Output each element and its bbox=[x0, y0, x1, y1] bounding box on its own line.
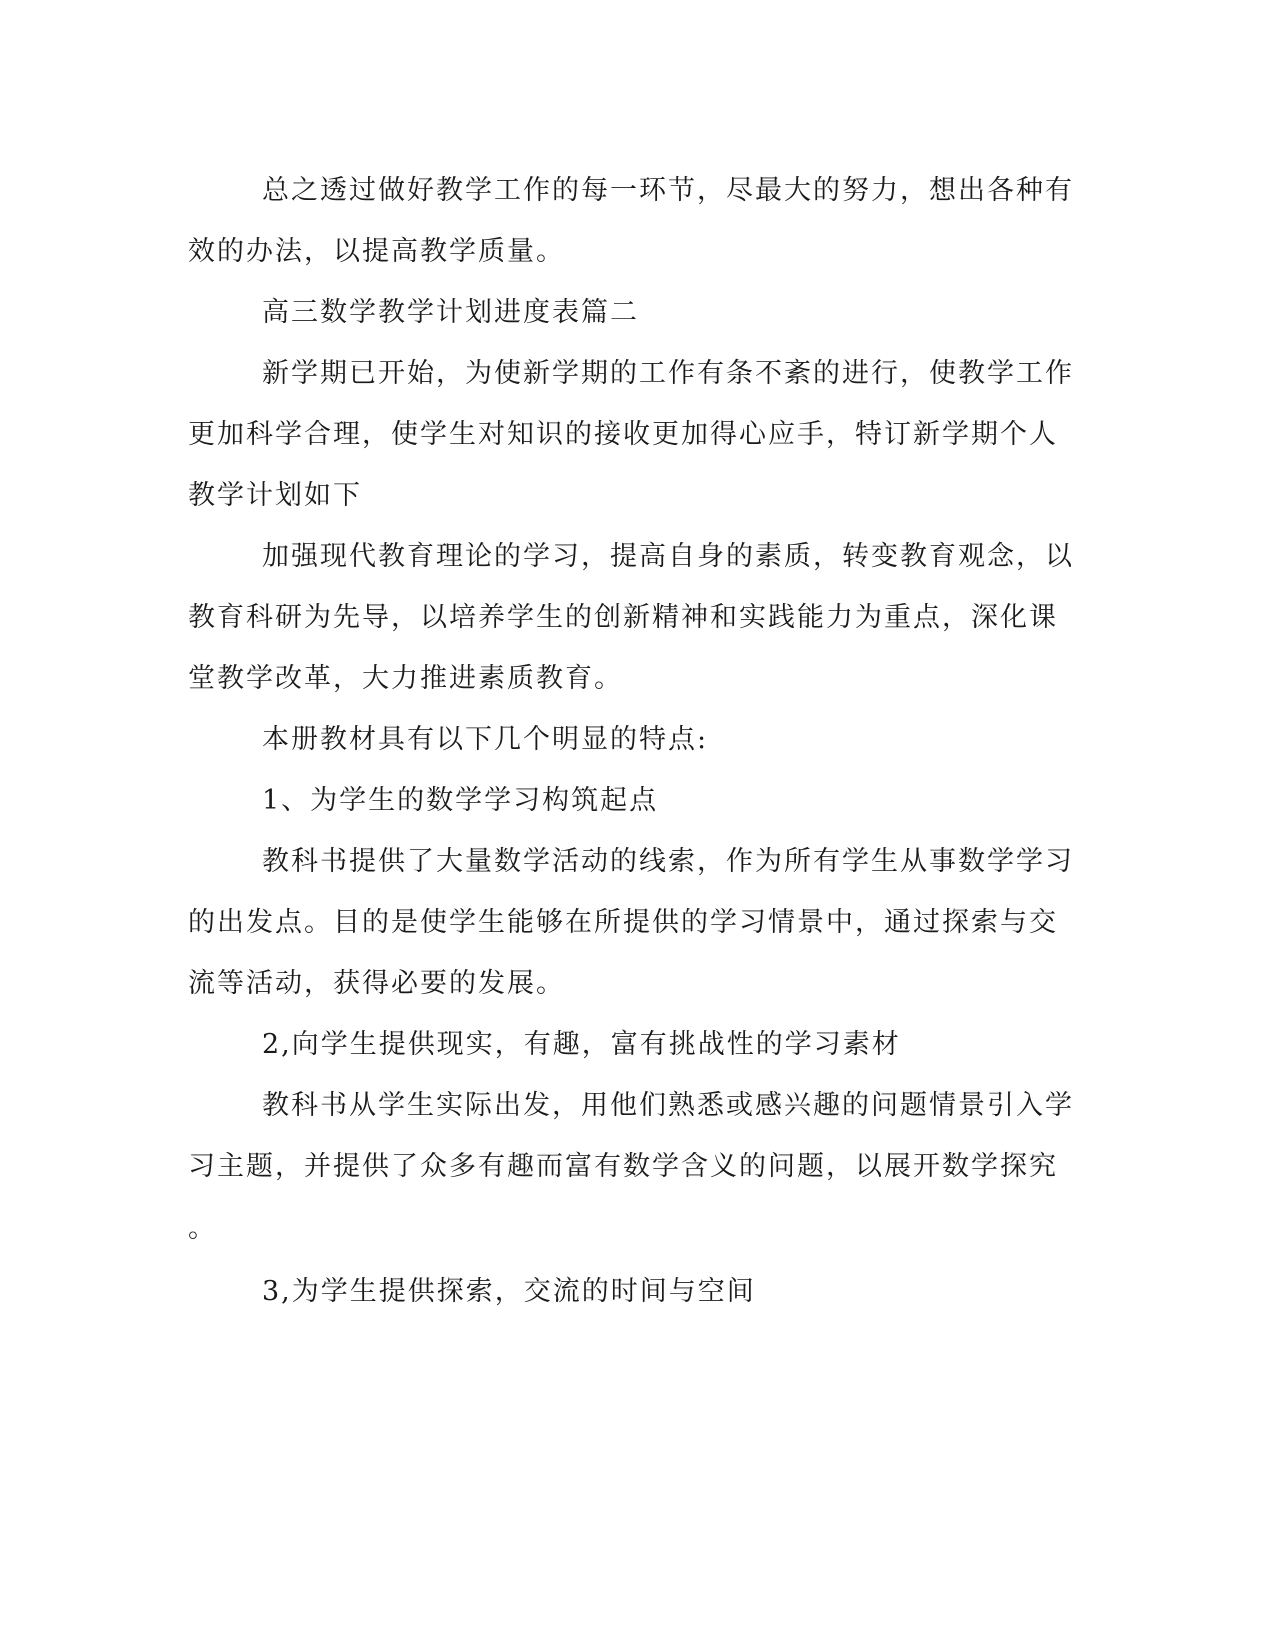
text-line: 习主题，并提供了众多有趣而富有数学含义的问题，以展开数学探究 bbox=[188, 1151, 1058, 1182]
list-item-heading: 2,向学生提供现实，有趣，富有挑战性的学习素材 bbox=[262, 1029, 901, 1060]
text-line: 的出发点。目的是使学生能够在所提供的学习情景中，通过探索与交 bbox=[188, 907, 1058, 938]
text-line: 教育科研为先导，以培养学生的创新精神和实践能力为重点，深化课 bbox=[188, 602, 1058, 633]
text-line: 更加科学合理，使学生对知识的接收更加得心应手，特订新学期个人 bbox=[188, 419, 1058, 450]
text-line: 本册教材具有以下几个明显的特点: bbox=[262, 724, 709, 755]
list-item-heading: 3,为学生提供探索，交流的时间与空间 bbox=[262, 1276, 756, 1307]
text-line: 。 bbox=[188, 1213, 217, 1244]
text-line: 总之透过做好教学工作的每一环节，尽最大的努力，想出各种有 bbox=[262, 175, 1074, 206]
text-line: 效的办法，以提高教学质量。 bbox=[188, 236, 565, 267]
text-line: 加强现代教育理论的学习，提高自身的素质，转变教育观念，以 bbox=[262, 541, 1074, 572]
list-item-heading: 1、为学生的数学学习构筑起点 bbox=[262, 785, 659, 816]
text-line: 堂教学改革，大力推进素质教育。 bbox=[188, 663, 623, 694]
text-line: 教科书提供了大量数学活动的线索，作为所有学生从事数学学习 bbox=[262, 846, 1074, 877]
section-heading: 高三数学教学计划进度表篇二 bbox=[262, 297, 639, 328]
text-line: 流等活动，获得必要的发展。 bbox=[188, 968, 565, 999]
document-body bbox=[188, 160, 1074, 1322]
text-line: 教科书从学生实际出发，用他们熟悉或感兴趣的问题情景引入学 bbox=[262, 1090, 1074, 1121]
text-line: 教学计划如下 bbox=[188, 480, 362, 511]
text-line: 新学期已开始，为使新学期的工作有条不紊的进行，使教学工作 bbox=[262, 358, 1074, 389]
